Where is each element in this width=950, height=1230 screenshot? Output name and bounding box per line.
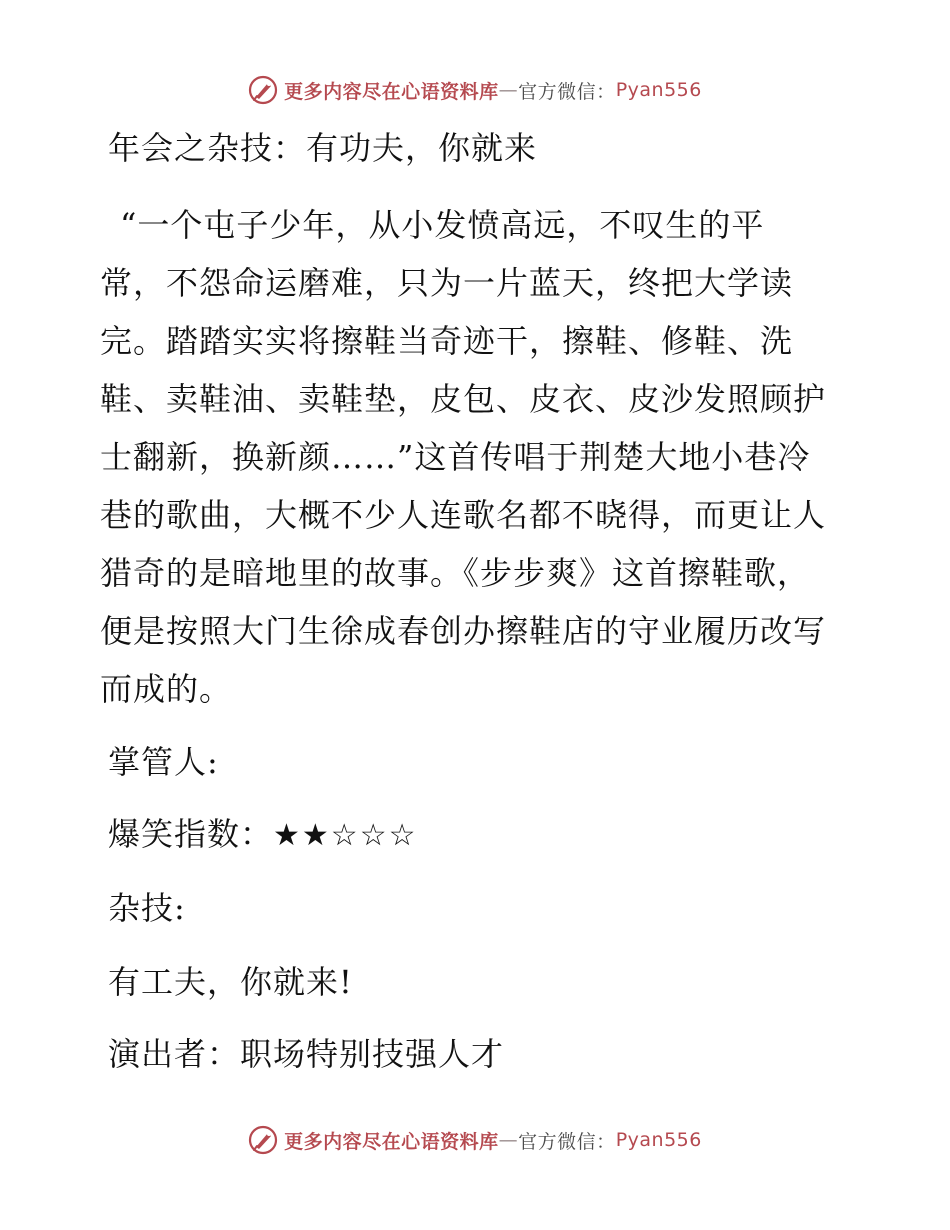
intro-paragraph — [100, 196, 852, 718]
feather-pen-logo-icon — [248, 75, 278, 105]
rating-stars: ★★☆☆☆ — [273, 818, 418, 853]
banner-wechat-id: Pyan556 — [615, 79, 702, 101]
paragraph-line: 巷的歌曲，大概不少人连歌名都不晓得，而更让人 — [100, 496, 827, 534]
document-title: 年会之杂技：有功夫，你就来 — [108, 129, 538, 167]
skill-label: 杂技: — [108, 889, 186, 927]
banner-main-text: 更多内容尽在心语资料库 — [284, 1130, 499, 1153]
performer-text: 演出者：职场特别技强人才 — [108, 1035, 505, 1073]
banner-separator: — — [498, 1129, 519, 1151]
footer-banner — [0, 1120, 950, 1160]
banner-wechat-label: 官方微信： — [518, 80, 616, 103]
banner-wechat-label: 官方微信： — [518, 1130, 616, 1153]
banner-main-text: 更多内容尽在心语资料库 — [284, 80, 499, 103]
paragraph-line: 而成的。 — [100, 670, 233, 708]
paragraph-line: 鞋、卖鞋油、卖鞋垫，皮包、皮衣、皮沙发照顾护 — [100, 380, 827, 418]
rating-row — [108, 810, 418, 860]
paragraph-line: 猎奇的是暗地里的故事。《步步爽》这首擦鞋歌， — [100, 554, 811, 592]
rating-label: 爆笑指数： — [108, 815, 274, 853]
banner-wechat-id: Pyan556 — [615, 1129, 702, 1151]
slogan-text: 有工夫，你就来! — [108, 963, 353, 1001]
paragraph-line: 便是按照大门生徐成春创办擦鞋店的守业履历改写 — [100, 612, 827, 650]
paragraph-line: 士翻新，换新颜……”这首传唱于荆楚大地小巷冷 — [100, 438, 811, 476]
paragraph-line: 完。踏踏实实将擦鞋当奇迹干，擦鞋、修鞋、洗 — [100, 322, 794, 360]
feather-pen-logo-icon — [248, 1125, 278, 1155]
banner-separator: — — [498, 79, 519, 101]
host-label: 掌管人: — [108, 743, 219, 781]
header-banner — [0, 70, 950, 110]
paragraph-line: 常，不怨命运磨难，只为一片蓝天，终把大学读 — [100, 264, 794, 302]
paragraph-line: “一个屯子少年，从小发愤高远，不叹生的平 — [120, 206, 765, 244]
